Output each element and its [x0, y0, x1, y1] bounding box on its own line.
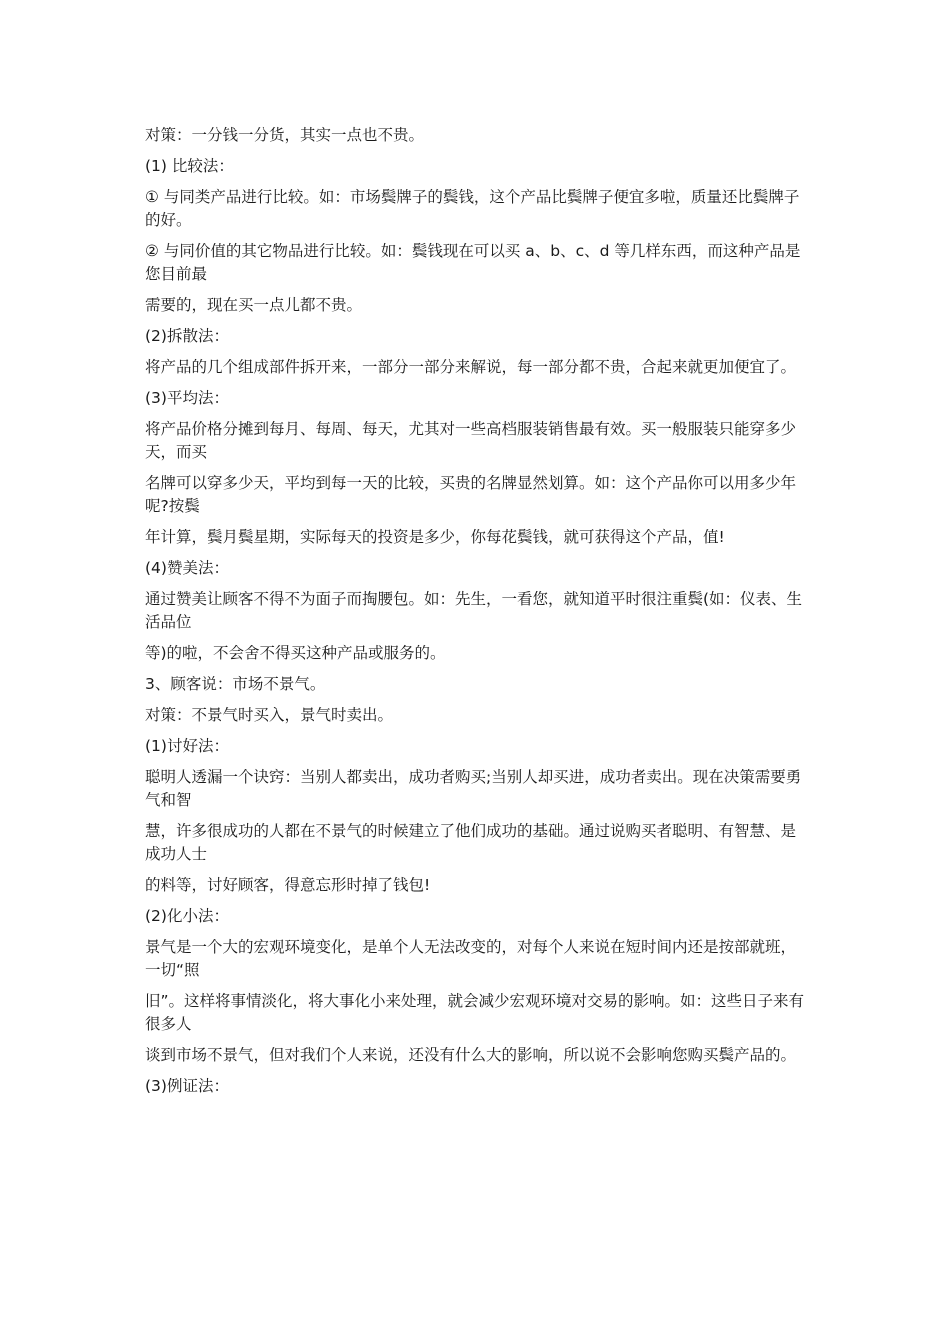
paragraph: 等)的啦，不会舍不得买这种产品或服务的。: [145, 644, 446, 662]
paragraph: 对策：一分钱一分货，其实一点也不贵。: [145, 126, 425, 144]
document-body: [145, 124, 810, 1106]
paragraph: 将产品价格分摊到每月、每周、每天，尤其对一些高档服装销售最有效。买一般服装只能穿多少天，而买: [145, 420, 797, 461]
paragraph: 将产品的几个组成部件拆开来，一部分一部分来解说，每一部分都不贵，合起来就更加便宜了。: [145, 358, 797, 376]
paragraph: 3、顾客说：市场不景气。: [145, 675, 326, 693]
paragraph: 景气是一个大的宏观环境变化，是单个人无法改变的，对每个人来说在短时间内还是按部就班，一切“照: [145, 938, 797, 979]
paragraph: 的料等，讨好顾客，得意忘形时掉了钱包!: [145, 876, 431, 894]
paragraph: (1) 比较法：: [145, 157, 234, 175]
paragraph: (2)拆散法：: [145, 327, 229, 345]
paragraph: (3)平均法：: [145, 389, 229, 407]
paragraph: ② 与同价值的其它物品进行比较。如：鬓钱现在可以买 a、b、c、d 等几样东西，而这种产品是您目前最: [145, 242, 801, 283]
paragraph: 旧”。这样将事情淡化，将大事化小来处理，就会减少宏观环境对交易的影响。如：这些日子来有很多人: [145, 992, 805, 1033]
paragraph: 谈到市场不景气，但对我们个人来说，还没有什么大的影响，所以说不会影响您购买鬓产品的。: [145, 1046, 797, 1064]
paragraph: 需要的，现在买一点儿都不贵。: [145, 296, 363, 314]
paragraph: (3)例证法：: [145, 1077, 229, 1095]
paragraph: ① 与同类产品进行比较。如：市场鬓牌子的鬓钱，这个产品比鬓牌子便宜多啦，质量还比鬓牌子的好。: [145, 188, 800, 229]
paragraph: 慧，许多很成功的人都在不景气的时候建立了他们成功的基础。通过说购买者聪明、有智慧、是成功人士: [145, 822, 797, 863]
paragraph: 名牌可以穿多少天，平均到每一天的比较，买贵的名牌显然划算。如：这个产品你可以用多少年呢?按鬓: [145, 474, 797, 515]
paragraph: (2)化小法：: [145, 907, 229, 925]
paragraph: 对策：不景气时买入，景气时卖出。: [145, 706, 394, 724]
paragraph: 聪明人透漏一个诀窍：当别人都卖出，成功者购买;当别人却买进，成功者卖出。现在决策需要勇气和智: [145, 768, 802, 809]
paragraph: (1)讨好法：: [145, 737, 229, 755]
paragraph: (4)赞美法：: [145, 559, 229, 577]
paragraph: 年计算，鬓月鬓星期，实际每天的投资是多少，你每花鬓钱，就可获得这个产品，值!: [145, 528, 725, 546]
paragraph: 通过赞美让顾客不得不为面子而掏腰包。如：先生，一看您，就知道平时很注重鬓(如：仪表、生活品位: [145, 590, 803, 631]
